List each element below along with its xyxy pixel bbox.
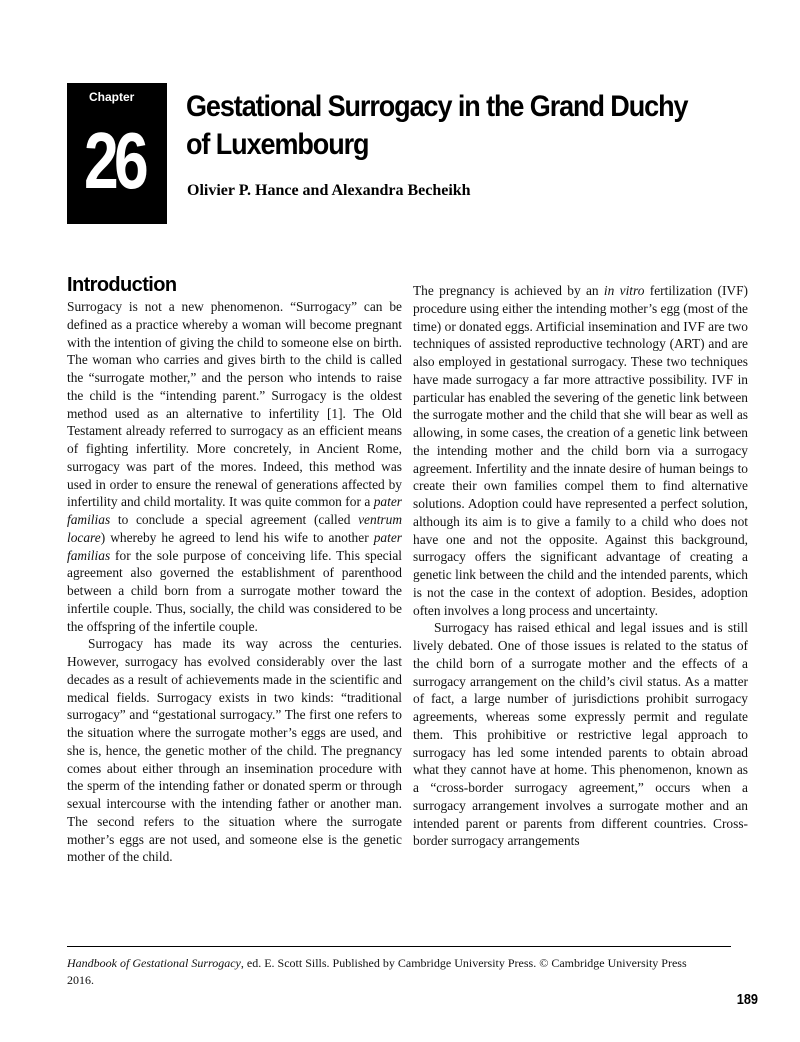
- footer-citation: [67, 955, 707, 988]
- right-column: [413, 282, 748, 850]
- footer-divider: [67, 946, 731, 947]
- italic-term: pater familias: [67, 494, 402, 527]
- text-run: fertilization (IVF) procedure using either the intending mother’s egg (most of the time) or donated eggs. Artificial insemination and IVF are two techniques of assisted reproductive technology (ART) and are also employed in gestational surrogacy. These two techniques have made surrogacy a far more attractive possibility. IVF in particular has enabled the severing of the genetic link between the surrogate mother and the child that she will bear as well as allowing, in some cases, the creation of a genetic link between the intending mother and the child born via a surrogacy agreement. Infertility and the innate desire of human beings to create their own families compel them to find alternative solutions. Adoption could have represented a perfect solution, although its aim is to give a family to a child who does not have one and not the opposite. Against this background, surrogacy offers the significant advantage of creating a genetic link between the child and the intended parents, which is not the case in the context of adoption. Besides, adoption often involves a long process and uncertainty.: [413, 283, 748, 618]
- italic-term: pater familias: [67, 529, 402, 563]
- text-run: Surrogacy is not a new phenomenon. “Surrogacy” can be defined as a practice whereby a woman will become pregnant with the intention of giving the child to someone else on birth. The woman who carries and gives birth to the child is called the “surrogate mother,” and the person who intends to raise the child is the “intending parent.” Surrogacy is the oldest method used as an alternative to infertility [1]. The Old Testament already referred to surrogacy as an efficient means of fighting infertility. More concretely, in Ancient Rome, surrogacy was part of the mores. Indeed, this method was used in order to ensure the renewal of generations affected by infertility and child mortality. It was quite common for a: [67, 299, 402, 510]
- text-run: ) whereby he agreed to lend his wife to another: [100, 529, 374, 545]
- page-number: 189: [736, 991, 758, 1008]
- italic-term: ventrum locare: [67, 512, 402, 545]
- chapter-number-box: [67, 83, 167, 224]
- text-run: for the sole purpose of conceiving life. This special agreement also governed the establishment of parenthood between a child born from a surrogate mother toward the infertile couple. Thus, socially, the child was considered to be the offspring of the infertile couple.: [67, 547, 402, 634]
- chapter-authors: Olivier P. Hance and Alexandra Becheikh: [187, 182, 471, 199]
- section-heading-introduction: Introduction: [67, 274, 177, 296]
- book-title: Handbook of Gestational Surrogacy: [67, 956, 241, 970]
- paragraph: Surrogacy has raised ethical and legal issues and is still lively debated. One of those issues is related to the status of the child born of a surrogate mother and the effects of a surrogacy arrangement on the child’s civil status. As a matter of fact, a large number of jurisdictions prohibit surrogacy agreements, whereas some expressly permit and regulate them. This prohibitive or restrictive legal approach to surrogacy has led some intended parents to obtain abroad what they cannot have at home. This phenomenon, known as a “cross-border surrogacy agreement,” occurs when a surrogacy arrangement involves a surrogate mother and an intended parent or parents from different countries. Cross-border surrogacy arrangements: [413, 620, 748, 849]
- italic-term: in vitro: [603, 283, 645, 298]
- paragraph: [413, 282, 748, 619]
- chapter-title: Gestational Surrogacy in the Grand Duchy of Luxembourg: [186, 90, 688, 161]
- citation-text: , ed. E. Scott Sills. Published by Cambridge University Press. © Cambridge University Press 2016.: [67, 956, 687, 987]
- paragraph: [67, 298, 402, 635]
- text-run: to conclude a special agreement (called: [110, 512, 359, 527]
- paragraph: Surrogacy has made its way across the centuries. However, surrogacy has evolved considerably over the last decades as a result of achievements made in the scientific and medical fields. Surrogacy exists in two kinds: “traditional surrogacy” and “gestational surrogacy.” The first one refers to the situation where the surrogate mother’s eggs are used, and she is, hence, the genetic mother of the child. The pregnancy comes about either through an insemination procedure with the sperm of the intending father or donated sperm or through sexual intercourse with the intending father or another man. The second refers to the situation where the surrogate mother’s eggs are not used, and someone else is the genetic mother of the child.: [67, 636, 402, 865]
- chapter-number: 26: [84, 116, 145, 205]
- chapter-label: Chapter: [89, 90, 135, 104]
- left-column: [67, 272, 402, 866]
- text-run: The pregnancy is achieved by an: [413, 283, 604, 298]
